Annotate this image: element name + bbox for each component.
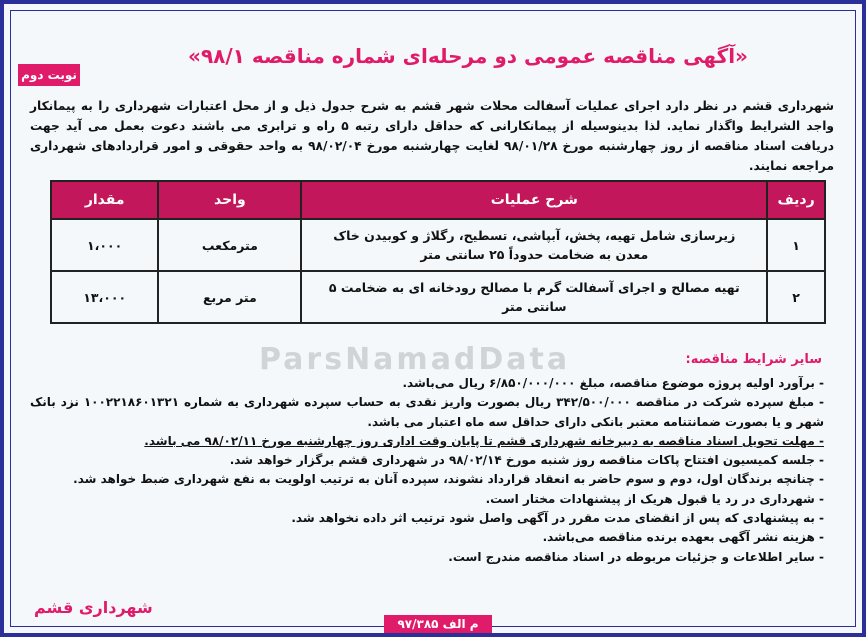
row-unit: مترمکعب [158, 219, 301, 271]
watermark-text: ParsNamadData [259, 342, 571, 377]
row-description: زیرسازی شامل تهیه، پخش، آبپاشی، تسطیح، رگلاژ و کوبیدن خاک معدن به ضخامت حدوداً ۲۵ سانتی متر [301, 219, 767, 271]
row-quantity: ۱،۰۰۰ [51, 219, 158, 271]
operations-table [50, 180, 826, 324]
row-number: ۱ [767, 219, 825, 271]
table-header-row [51, 181, 825, 219]
list-item: - شهرداری در رد یا قبول هریک از پیشنهادات مختار است. [485, 491, 824, 506]
list-item: - چنانچه برندگان اول، دوم و سوم حاضر به انعقاد قرارداد نشوند، سپرده آنان به ترتیب اولویت به نفع شهرداری ضبط خواهد شد. [73, 472, 824, 487]
list-item: - مبلغ سپرده شرکت در مناقصه ۳۴۲/۵۰۰/۰۰۰ ریال بصورت واریز نقدی به حساب سپرده شهرداری به شماره ۱۰۰۲۲۱۸۶۰۱۳۲۱ نزد بانک شهر و یا بصورت ضمانتنامه معتبر بانکی دارای حداقل سه ماه اعتبار می باشد. [30, 395, 824, 429]
row-unit: متر مربع [158, 271, 301, 323]
municipality-signature: شهرداری قشم [34, 598, 153, 617]
list-item: - مهلت تحویل اسناد مناقصه به دبیرخانه شهرداری قشم تا پایان وقت اداری روز چهارشنبه مورخ ۹۸/۰۲/۱۱ می باشد. [144, 433, 824, 448]
header-quantity: مقدار [51, 181, 158, 219]
row-number: ۲ [767, 271, 825, 323]
row-description: تهیه مصالح و اجرای آسفالت گرم با مصالح رودخانه ای به ضخامت ۵ سانتی متر [301, 271, 767, 323]
notice-title: «آگهی مناقصه عمومی دو مرحله‌ای شماره مناقصه ۹۸/۱» [188, 44, 748, 68]
list-item: - به پیشنهادی که پس از انقضای مدت مقرر در آگهی واصل شود ترتیب اثر داده نخواهد شد. [291, 511, 824, 526]
list-item: - سایر اطلاعات و جزئیات مربوطه در اسناد مناقصه مندرج است. [448, 549, 824, 564]
list-item: - برآورد اولیه پروژه موضوع مناقصه، مبلغ ۶/۸۵۰/۰۰۰/۰۰۰ ریال می‌باشد. [402, 376, 824, 390]
table-row [51, 271, 825, 323]
conditions-list [30, 374, 824, 567]
header-row-number: ردیف [767, 181, 825, 219]
conditions-heading: سایر شرایط مناقصه: [685, 352, 822, 367]
row-quantity: ۱۳،۰۰۰ [51, 271, 158, 323]
header-description: شرح عملیات [301, 181, 767, 219]
header-unit: واحد [158, 181, 301, 219]
second-notice-badge: نوبت دوم [18, 64, 80, 86]
table-row [51, 219, 825, 271]
intro-paragraph: شهرداری قشم در نظر دارد اجرای عملیات آسفالت محلات شهر قشم به شرح جدول ذیل و از محل اعتبارات شهرداری را به پیمانکار واجد الشرایط واگذار نماید. لذا بدینوسیله از پیمانکارانی که حداقل دارای رتبه ۵ راه و ترابری می باشند دعوت بعمل می آید جهت دریافت اسناد مناقصه از روز چهارشنبه مورخ ۹۸/۰۱/۲۸ لغایت چهارشنبه مورخ ۹۸/۰۲/۰۴ به واحد حقوقی و امور قراردادهای شهرداری مراجعه نمایند. [30, 99, 835, 173]
list-item: - جلسه کمیسیون افتتاح پاکات مناقصه روز شنبه مورخ ۹۸/۰۲/۱۴ در شهرداری قشم برگزار خواهد شد. [229, 453, 824, 468]
publication-code: م الف ۹۷/۳۸۵ [384, 615, 492, 633]
list-item: - هزینه نشر آگهی بعهده برنده مناقصه می‌باشد. [542, 530, 824, 545]
